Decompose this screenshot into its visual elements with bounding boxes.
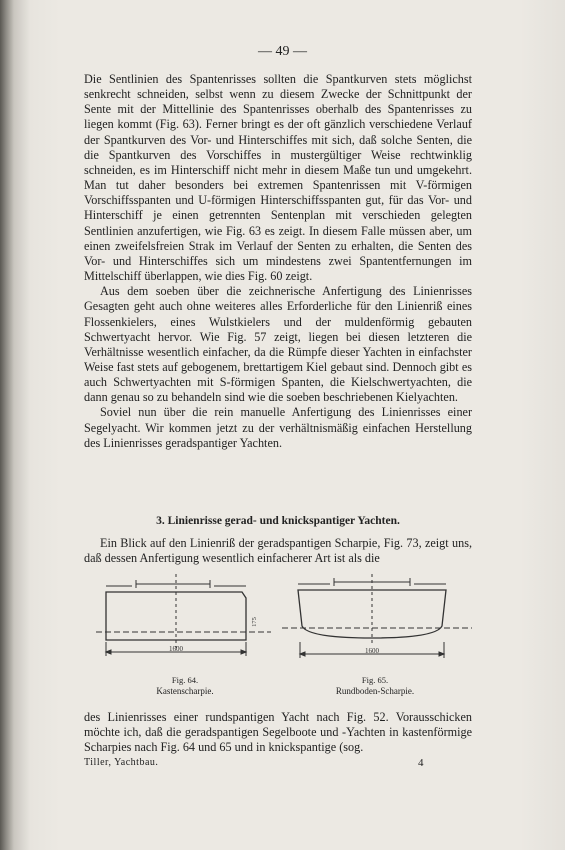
fig65-number: Fig. 65. xyxy=(361,675,389,685)
paragraph-2: Aus dem soeben über die zeichnerische Anfertigung des Linienrisses Gesagten geht auch ohne weiteres alles Erforderliche für den Linienriß eines Flossenkielers, eines Wulstkielers und der muldenförmig gebauten Schwertyacht hervor. Wie Fig. 57 zeigt, liegen bei diesen letzteren die Verhältnisse wesentlich einfacher, da die Rümpfe dieser Yachten in einfachster Weise fast stets auf gebogenem, brettartigem Kiel gebaut sind. Dennoch gibt es auch Schwertyachten mit S-förmigen Spanten, die Kielschwertyachten, die dann genau so zu behandeln sind wie die soeben beschriebenen Kielyachten. xyxy=(84,284,472,405)
fig64-caption-text: Kastenscharpie. xyxy=(156,686,214,696)
fig65-width-label: 1600 xyxy=(365,647,379,655)
section-heading: 3. Linienrisse gerad- und knickspantiger Yachten. xyxy=(156,515,400,527)
paragraph-4: Ein Blick auf den Linienriß der geradspantigen Scharpie, Fig. 73, zeigt uns, daß dessen Anfertigung wesentlich einfacherer Art ist als die xyxy=(84,536,472,566)
kastenscharpie-section-drawing xyxy=(96,572,271,664)
paragraph-1: Die Sentlinien des Spantenrisses sollten die Spantkurven stets möglichst senkrecht schneiden, selbst wenn zu diesem Zwecke der Schnittpunkt der Sente mit der Mittellinie des Spantenrisses oberhalb des Spantenrisses zu liegen kommt (Fig. 63). Ferner bringt es der oft gänzlich verschiedene Verlauf der Spantkurven des Vor- und Hinterschiffes mit sich, daß solche Senten, die die Spantkurven des Vorschiffes in mustergültiger Weise rechtwinklig schneiden, es im Hinterschiff nicht mehr in diesem Maße tun und umgekehrt. Man tut daher besonders bei extremen Spantenrissen mit V-förmigen Vorschiffsspanten und U-förmigen Hinterschiffsspanten gut, für das Vor- und Hinterschiff je einen getrennten Sentenplan mit verschieden gelegten Sentlinien anzufertigen, wie Fig. 63 es zeigt. In diesem Falle müssen aber, um einen zweifelsfreien Strak im Verlauf der Senten zu erhalten, die Senten des Vor- und Hinterschiffes sich um mindestens zwei Spantentfernungen im Mittelschiff überlappen, wie dies Fig. 60 zeigt. xyxy=(84,72,472,284)
footer-author: Tiller, Yachtbau. xyxy=(84,757,159,768)
fig64-width-label: 1600 xyxy=(169,645,183,653)
paragraph-5: des Linienrisses einer rundspantigen Yacht nach Fig. 52. Vorausschicken möchte ich, daß die geradspantigen Segelboote und -Yachten in kastenförmige Scharpies nach Fig. 64 und 65 und in knickspantige (sog. xyxy=(84,710,472,755)
body-text-top xyxy=(84,72,472,451)
figure-65-caption xyxy=(305,675,445,697)
figure-64-caption xyxy=(115,675,255,697)
paragraph-3: Soviel nun über die rein manuelle Anfertigung des Linienrisses einer Segelyacht. Wir kommen jetzt zu der verhältnismäßig einfachen Herstellung des Linienrisses geradspantiger Yachten. xyxy=(84,405,472,450)
rundboden-scharpie-section-drawing xyxy=(282,572,472,664)
body-text-bottom xyxy=(84,710,472,755)
fig64-number: Fig. 64. xyxy=(171,675,199,685)
figure-65 xyxy=(282,572,472,664)
body-text-section xyxy=(84,536,472,566)
footer-sheet-number: 4 xyxy=(418,757,424,769)
figure-64 xyxy=(96,572,271,664)
fig64-height-label: 175 xyxy=(251,617,258,627)
fig65-caption-text: Rundboden-Scharpie. xyxy=(335,686,415,696)
page-number: — 49 — xyxy=(258,44,307,59)
